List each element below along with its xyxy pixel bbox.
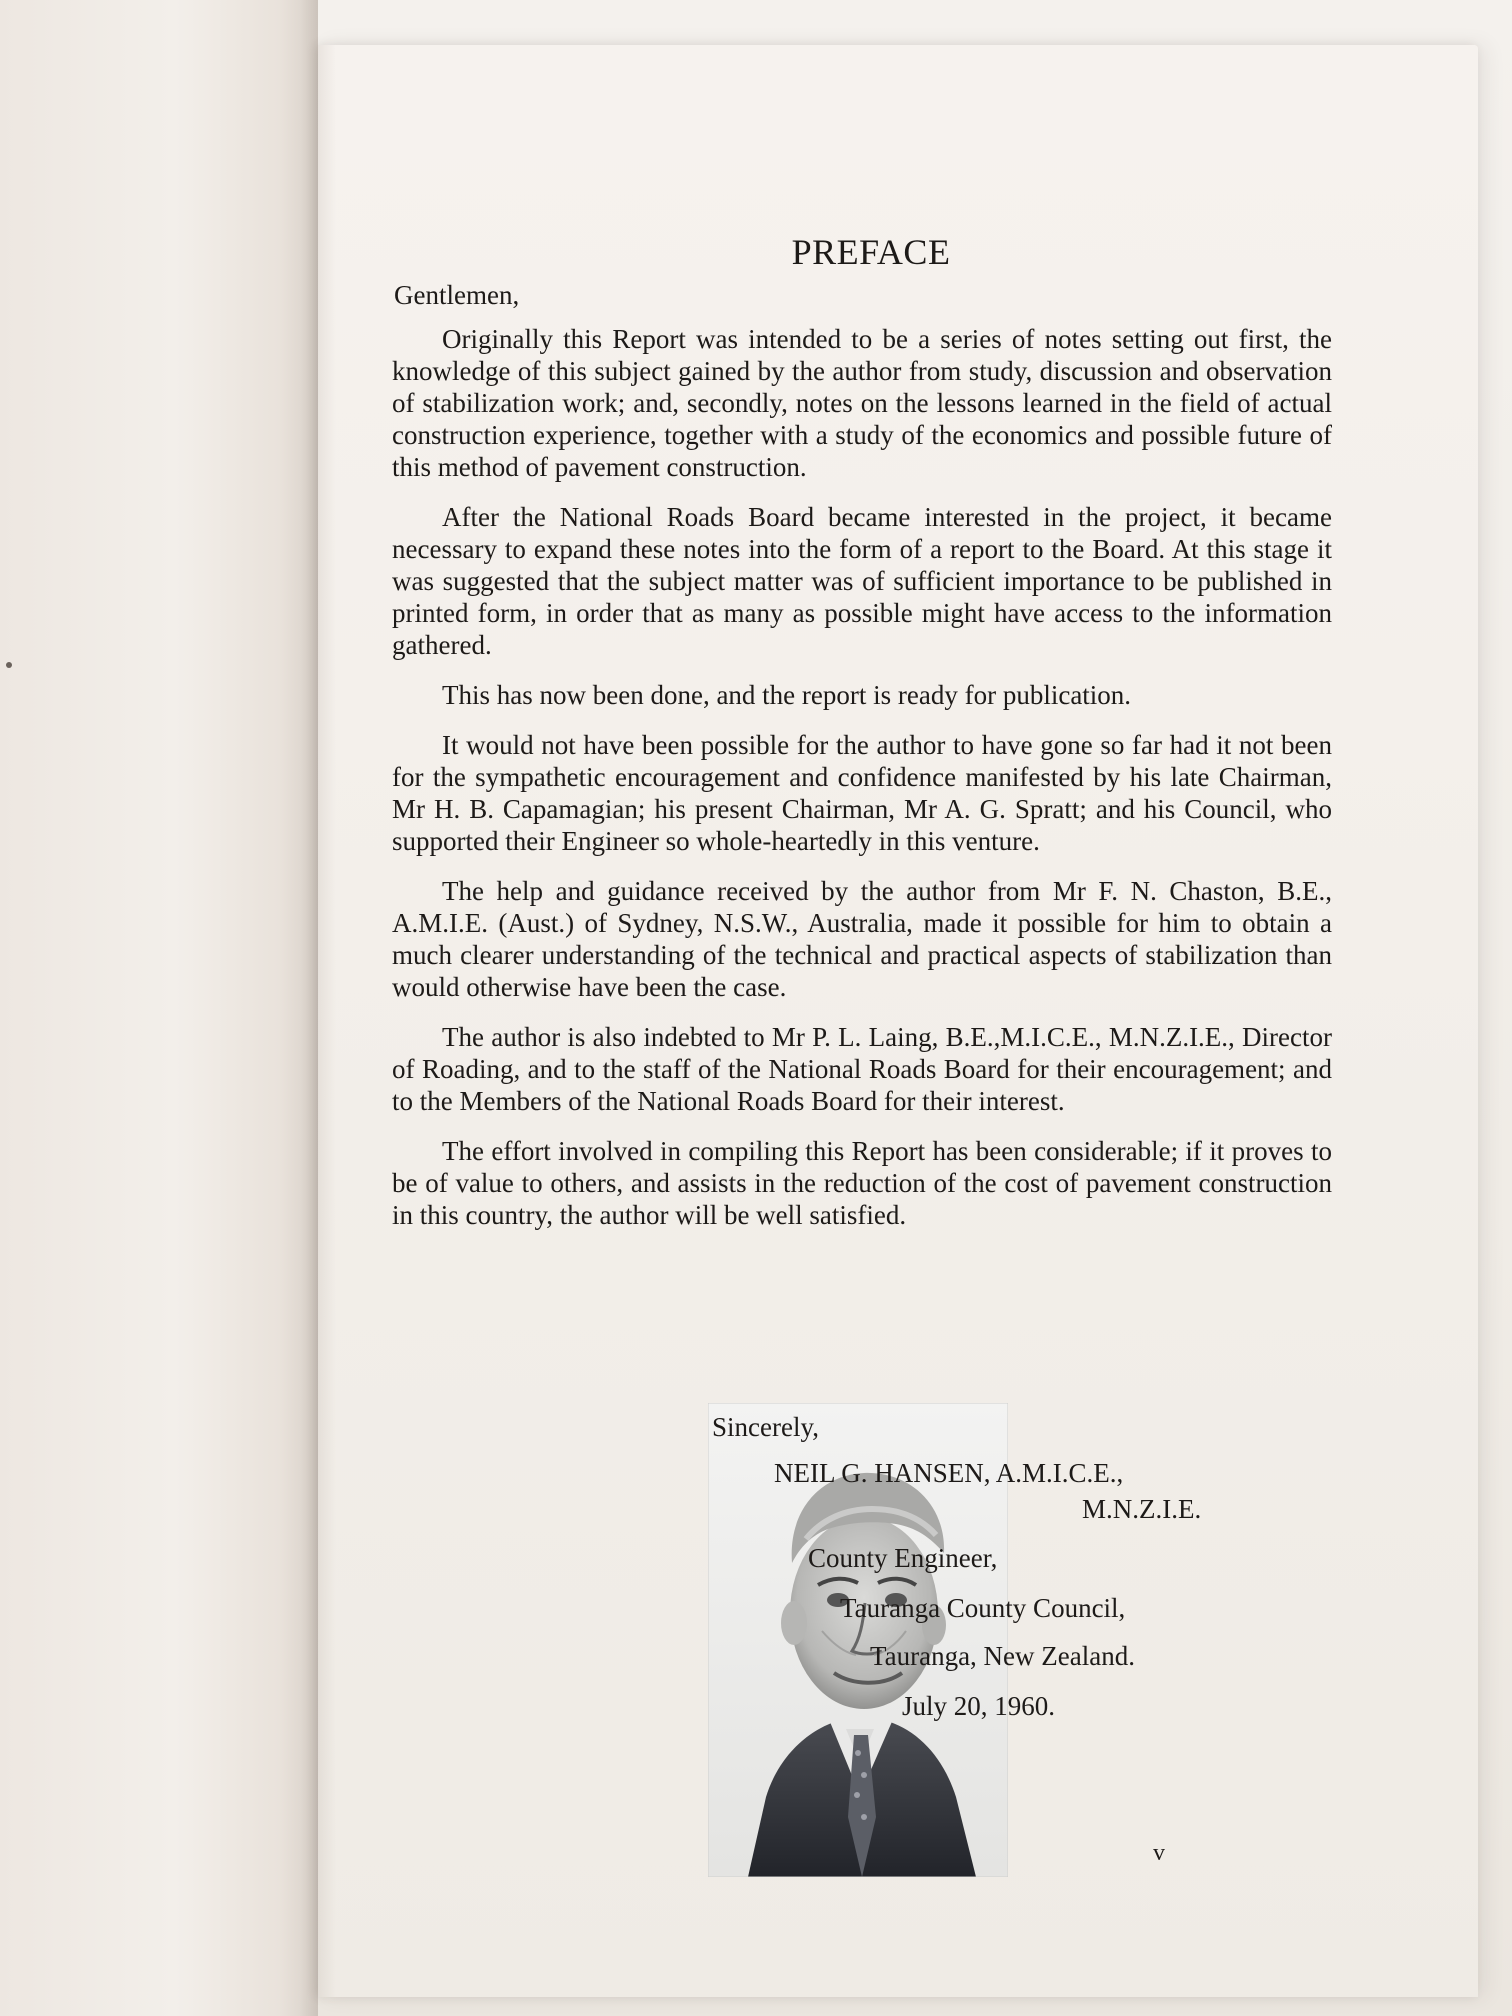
preface-paragraph: This has now been done, and the report is ready for publication.	[442, 680, 1132, 710]
author-credentials: M.N.Z.I.E.	[1082, 1494, 1202, 1524]
page-number: v	[1153, 1840, 1165, 1866]
preface-paragraph: Originally this Report was intended to be a series of notes setting out first, the knowledge of this subject gained by the author from study, discussion and observation of stabilization work; and, secondly, notes on the lessons learned in the field of actual construction experience, together with a study of the economics and possible future of this method of pavement construction.	[392, 324, 1332, 482]
closing-line: Sincerely,	[712, 1412, 819, 1442]
preface-paragraph: After the National Roads Board became interested in the project, it became necessary to expand these notes into the form of a report to the Board. At this stage it was suggested that the subject matter was of sufficient importance to be published in printed form, in order that as many as possible might have access to the information gathered.	[392, 502, 1332, 660]
author-organization: Tauranga County Council,	[840, 1593, 1126, 1623]
preface-content	[392, 231, 1332, 1239]
preface-page	[318, 45, 1478, 1997]
left-page-mark	[6, 662, 12, 668]
author-position: County Engineer,	[808, 1543, 998, 1573]
author-name: NEIL G. HANSEN, A.M.I.C.E.,	[774, 1458, 1124, 1488]
page-title: PREFACE	[791, 232, 951, 272]
preface-paragraph: The author is also indebted to Mr P. L. Laing, B.E.,M.I.C.E., M.N.Z.I.E., Director of Roading, and to the staff of the National Roads Board for their encouragement; and to the Members of the National Roads Board for their interest.	[392, 1022, 1332, 1116]
signature-block	[712, 1411, 1312, 1831]
salutation: Gentlemen,	[394, 280, 520, 310]
signature-date: July 20, 1960.	[902, 1691, 1056, 1721]
preface-paragraph: The help and guidance received by the author from Mr F. N. Chaston, B.E., A.M.I.E. (Aust.) of Sydney, N.S.W., Australia, made it possible for him to obtain a much clearer understanding of the technical and practical aspects of stabilization than would otherwise have been the case.	[392, 876, 1332, 1002]
author-location: Tauranga, New Zealand.	[870, 1641, 1135, 1671]
preface-paragraph: It would not have been possible for the author to have gone so far had it not been for the sympathetic encouragement and confidence manifested by his late Chairman, Mr H. B. Capamagian; his present Chairman, Mr A. G. Spratt; and his Council, who supported their Engineer so whole-heartedly in this venture.	[392, 730, 1332, 856]
left-page	[0, 0, 318, 2016]
preface-paragraph: The effort involved in compiling this Report has been considerable; if it proves to be of value to others, and assists in the reduction of the cost of pavement construction in this country, the author will be well satisfied.	[392, 1136, 1332, 1230]
